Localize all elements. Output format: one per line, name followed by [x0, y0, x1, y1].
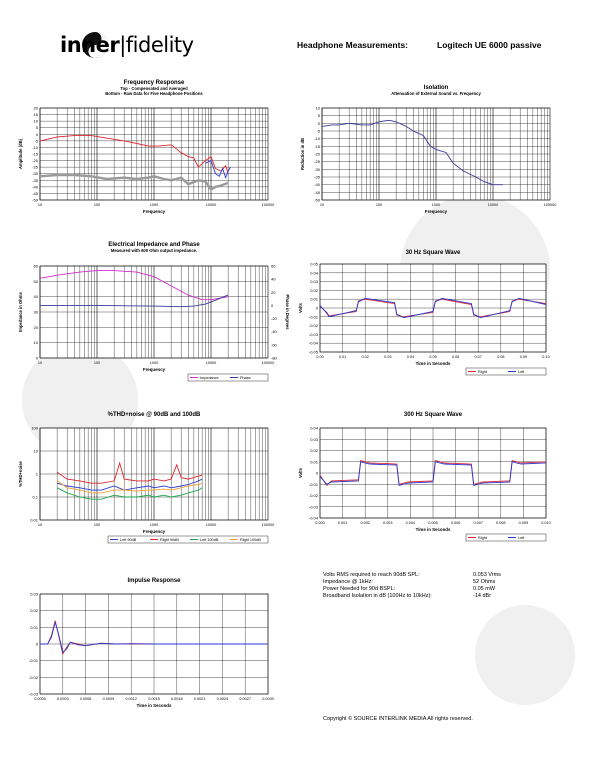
y-tick-label: 20 [33, 105, 38, 111]
y-tick-label: 0.02 [30, 608, 38, 614]
x-tick-label: 0.02 [361, 355, 369, 359]
x-tick-label: 10 [319, 203, 325, 207]
y-tick-label: -10 [314, 136, 320, 142]
y-tick-label: 5 [35, 125, 38, 131]
y-tick-label: 0 [35, 355, 38, 361]
y-tick-label: 0.01 [310, 296, 318, 302]
y-tick-label: -35 [32, 177, 38, 183]
x-tick-label: 1000 [431, 203, 441, 207]
x-tick-label: 0.0021 [193, 697, 206, 701]
y-tick-label: 40 [33, 294, 38, 300]
x-tick-label: 10 [37, 361, 43, 365]
x-tick-label: 0.005 [428, 521, 438, 525]
legend-label: Left [518, 370, 525, 374]
impedance-phase-chart [10, 240, 300, 385]
y-tick-label: 0 [35, 641, 38, 647]
x-tick-label: 0.04 [406, 355, 415, 359]
y-tick-label: -0.03 [308, 504, 318, 510]
x-tick-label: 0.0000 [34, 697, 46, 701]
y-tick-label: 10 [33, 340, 38, 346]
x-tick-label: 100 [93, 523, 101, 527]
stat-row: Impedance @ 1kHz: 52 Ohms [323, 579, 496, 585]
y-axis-label: Impedance in Ohms [18, 292, 23, 332]
y-tick-label: 0.01 [30, 517, 38, 523]
x-tick-label: 0.01 [338, 355, 347, 359]
x-tick-label: 0.003 [383, 521, 393, 525]
y-tick-label: 0.03 [310, 279, 318, 285]
y-tick-label: 0 [317, 120, 320, 126]
y-tick-label: -20 [32, 158, 38, 164]
y-tick-label: -45 [314, 189, 320, 195]
y-tick-label: -30 [32, 171, 38, 177]
x-tick-label: 10 [37, 523, 43, 527]
x-tick-label: 0.0018 [170, 697, 183, 701]
y-tick-label: 0.04 [310, 270, 318, 276]
y2-tick-label: -20 [271, 316, 277, 322]
y-tick-label: 0 [315, 305, 318, 311]
y2-tick-label: -40 [271, 329, 277, 335]
x-tick-label: 0.00 [316, 355, 324, 359]
y-tick-label: 10 [33, 448, 38, 454]
stats-block [323, 572, 523, 600]
isolation-chart [300, 83, 560, 223]
y-tick-label: -15 [314, 143, 320, 149]
y-tick-label: 60 [33, 263, 38, 269]
chart-title: 30 Hz Square Wave [405, 250, 461, 256]
x-tick-label: 100000 [543, 203, 557, 207]
y-tick-label: 0 [35, 131, 38, 137]
stat-row: Power Needed for 90d BSPL: 0.05 mW [323, 586, 496, 592]
y-tick-label: -0.02 [308, 323, 318, 329]
y-tick-label: -25 [314, 159, 320, 165]
x-tick-label: 0.0030 [262, 697, 274, 701]
y-tick-label: 50 [33, 278, 38, 284]
x-tick-label: 100000 [261, 361, 275, 365]
legend-label: Right 100dB [240, 538, 261, 542]
y-tick-label: -20 [314, 151, 320, 157]
chart-title: 300 Hz Square Wave [403, 412, 463, 418]
y-tick-label: -0.03 [28, 691, 38, 697]
legend-label: Left 100dB [200, 538, 219, 542]
legend-label: Right [478, 370, 487, 374]
y-tick-label: 1 [35, 471, 38, 477]
x-tick-label: 10000 [205, 203, 217, 207]
x-tick-label: 0.06 [451, 355, 460, 359]
legend-label: Impedance [200, 376, 219, 380]
x-tick-label: 0.0024 [216, 697, 229, 701]
x-tick-label: 0.0027 [239, 697, 252, 701]
x-tick-label: 0.008 [496, 521, 506, 525]
y-tick-label: -35 [314, 174, 320, 180]
y-axis-label: Volts [298, 468, 303, 478]
chart-subtitle: Bottom - Raw Data for Five Headphone Positions [105, 91, 203, 96]
y-tick-label: 30 [33, 309, 38, 315]
x-tick-label: 100000 [261, 523, 275, 527]
y-tick-label: -40 [314, 182, 320, 188]
y-tick-label: 0.03 [310, 436, 318, 442]
bg-watermark-3 [470, 600, 580, 710]
x-tick-label: 10000 [205, 523, 217, 527]
thd-chart [10, 410, 280, 550]
x-tick-label: 0.07 [474, 355, 482, 359]
chart-title: Electrical Impedance and Phase [108, 242, 200, 248]
x-tick-label: 1000 [149, 361, 159, 365]
square-wave-30hz-chart [300, 248, 560, 386]
y2-tick-label: 40 [271, 276, 276, 282]
brand-wordmark: inner|fidelity [60, 33, 194, 57]
y-tick-label: -0.03 [308, 331, 318, 337]
x-tick-label: 1000 [149, 523, 159, 527]
x-axis-label: Time in Seconds [415, 527, 451, 532]
chart-title: %THD+noise @ 90dB and 100dB [107, 412, 201, 418]
stat-row: Broadband Isolation in dB (100Hz to 10kHz): -14 dBr [323, 593, 492, 599]
y-tick-label: -5 [34, 138, 38, 144]
y2-tick-label: -60 [271, 342, 277, 348]
chart-title: Frequency Response [123, 80, 185, 86]
x-tick-label: 10000 [487, 203, 499, 207]
x-tick-label: 0.08 [497, 355, 505, 359]
x-axis-label: Frequency [142, 529, 166, 534]
brand-light: fidelity [125, 33, 194, 57]
y-tick-label: -50 [314, 197, 320, 203]
x-tick-label: 100 [375, 203, 383, 207]
x-axis-label: Frequency [142, 367, 166, 372]
y-tick-label: 0.1 [32, 494, 38, 500]
y-tick-label: 0.01 [30, 624, 38, 630]
y-axis-label: Volts [298, 303, 303, 313]
x-tick-label: 0.0003 [56, 697, 69, 701]
x-axis-label: Frequency [142, 209, 166, 214]
y-tick-label: 0.02 [310, 448, 318, 453]
legend-label: Left [518, 536, 525, 540]
x-tick-label: 100 [93, 203, 101, 207]
x-tick-label: 0.0009 [102, 697, 115, 701]
x-tick-label: 0.004 [405, 521, 416, 525]
y2-tick-label: 0 [271, 302, 274, 308]
y-tick-label: 5 [317, 113, 320, 119]
y-tick-label: -15 [32, 151, 38, 157]
copyright: Copyright © SOURCE INTERLINK MEDIA All rights reserved. [323, 716, 473, 722]
y-tick-label: -0.02 [308, 493, 318, 498]
y-tick-label: -45 [32, 190, 38, 196]
x-tick-label: 0.006 [450, 521, 461, 525]
y-tick-label: 0 [315, 470, 318, 476]
y2-tick-label: 20 [271, 289, 276, 295]
x-tick-label: 0.002 [360, 521, 370, 525]
y-tick-label: -10 [32, 144, 38, 150]
legend-label: Right 90dB [160, 538, 179, 542]
x-tick-label: 100 [93, 361, 101, 365]
y-tick-label: 15 [33, 112, 38, 118]
y-tick-label: 10 [315, 105, 320, 111]
y-tick-label: 0.01 [310, 459, 318, 465]
x-axis-label: Frequency [424, 209, 448, 214]
x-axis-label: Time in Seconds [415, 361, 451, 366]
y2-tick-label: 60 [271, 263, 276, 269]
x-tick-label: 0.05 [429, 355, 437, 359]
chart-subtitle: Top - Compensated and Averaged [120, 86, 188, 91]
chart-subtitle: Measured with 600 Ohm output impedance. [110, 248, 198, 253]
y-tick-label: -0.01 [308, 481, 318, 487]
y-tick-label: -5 [316, 128, 320, 134]
y-tick-label: -25 [32, 164, 38, 170]
y-tick-label: 0.05 [310, 261, 318, 267]
x-tick-label: 0.0006 [79, 697, 92, 701]
y-tick-label: 0.03 [30, 591, 38, 597]
x-tick-label: 0.09 [519, 355, 528, 359]
y-tick-label: -0.01 [308, 314, 318, 320]
y-axis-label: Reduction in dB [300, 137, 305, 171]
y-tick-label: -0.04 [308, 340, 318, 346]
x-tick-label: 100000 [261, 203, 275, 207]
x-tick-label: 0.010 [541, 521, 551, 525]
y-tick-label: -0.01 [28, 658, 38, 664]
y-tick-label: 20 [33, 324, 38, 330]
legend-label: Left 90dB [120, 538, 137, 542]
chart-title: Impulse Response [127, 578, 181, 584]
x-tick-label: 0.03 [384, 355, 392, 359]
frequency-response-chart [10, 78, 280, 223]
chart-subtitle: Attenuation of External Sound vs. Frequency [391, 91, 481, 96]
x-axis-label: Time in Seconds [136, 703, 172, 708]
legend-label: Phase [240, 376, 251, 380]
x-tick-label: 0.007 [473, 521, 483, 525]
legend-label: Right [478, 536, 487, 540]
section-title: Headphone Measurements: [297, 40, 408, 50]
product-name: Logitech UE 6000 passive [437, 40, 542, 50]
y-axis-label: %THD+noise [18, 461, 23, 487]
y-tick-label: -40 [32, 184, 38, 190]
x-tick-label: 10000 [205, 361, 217, 365]
stat-row: Volts RMS required to reach 90dB SPL: 0.053 Vrms [323, 572, 501, 578]
x-tick-label: 0.009 [518, 521, 529, 525]
x-tick-label: 10 [37, 203, 43, 207]
impulse-response-chart [10, 576, 280, 718]
y2-axis-label: Phase in Degrees [285, 294, 290, 330]
y-tick-label: 0.02 [310, 287, 318, 293]
x-tick-label: 0.000 [315, 521, 325, 525]
x-tick-label: 1000 [149, 203, 159, 207]
y-tick-label: -0.05 [308, 349, 318, 355]
y-tick-label: -0.02 [28, 674, 38, 680]
y2-tick-label: -80 [271, 355, 277, 361]
y-tick-label: -30 [314, 166, 320, 172]
y-tick-label: 0.04 [310, 425, 318, 431]
brand-bold: inner [60, 33, 120, 57]
y-axis-label: Amplitude (dB) [18, 138, 23, 170]
square-wave-300hz-chart [300, 410, 560, 550]
y-tick-label: -50 [32, 197, 38, 203]
x-tick-label: 0.001 [337, 521, 348, 525]
chart-title: Isolation [423, 85, 449, 91]
x-tick-label: 0.10 [542, 355, 550, 359]
x-tick-label: 0.0015 [148, 697, 160, 701]
x-tick-label: 0.0012 [125, 697, 138, 701]
y-tick-label: -0.04 [308, 515, 318, 521]
y-tick-label: 10 [33, 118, 38, 124]
y-tick-label: 100 [31, 425, 38, 431]
